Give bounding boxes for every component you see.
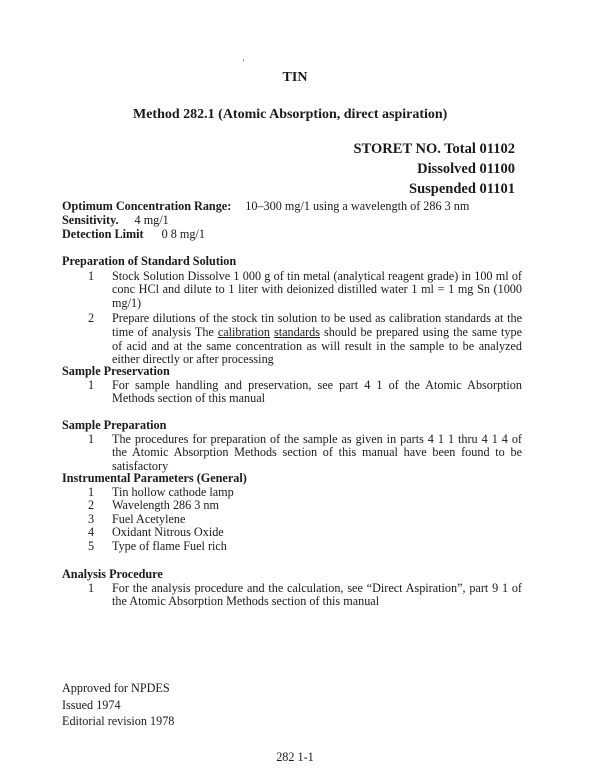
approved-note: Approved for NPDES — [62, 681, 170, 695]
section-heading: Preparation of Standard Solution — [62, 254, 237, 268]
detection-label: Detection Limit — [62, 226, 144, 241]
detection-value: 0 8 mg/1 — [161, 226, 205, 241]
section-instrumental — [62, 472, 522, 554]
item-text: For the analysis procedure and the calculation, see “Direct Aspiration”, part 9 1 of the Atomic Absorption Methods section of this manual — [112, 580, 522, 609]
item-text: Prepare dilutions of the stock tin solution to be used as calibration standards at the time of analysis The calibration standards should be prepared using the same type of acid and at the same concentration as will result in the sample to be analyzed either directly or after processing — [112, 311, 522, 367]
footer-notes — [62, 680, 174, 730]
sensitivity-value: 4 mg/1 — [134, 212, 169, 227]
stray-mark: ' — [243, 58, 245, 67]
range-label: Optimum Concentration Range: — [62, 199, 232, 213]
item-number: 3 — [88, 511, 95, 526]
section-preservation — [62, 365, 522, 406]
item-text: For sample handling and preservation, see part 4 1 of the Atomic Absorption Methods section of this manual — [112, 377, 522, 406]
sensitivity-label: Sensitivity. — [62, 212, 119, 227]
page-number: 282 1-1 — [276, 750, 314, 764]
item-text: Oxidant Nitrous Oxide — [112, 525, 224, 540]
item-number: 4 — [88, 525, 95, 540]
specs — [62, 200, 522, 241]
item-text: Tin hollow cathode lamp — [112, 484, 234, 499]
item-number: 2 — [88, 311, 95, 326]
item-number: 1 — [88, 580, 95, 595]
item-text: The procedures for preparation of the sample as given in parts 4 1 1 thru 4 1 4 of the Atomic Absorption Methods section of this manual have been found to be satisfactory — [112, 431, 522, 473]
storet-dissolved: Dissolved 01100 — [417, 161, 515, 177]
item-number: 5 — [88, 538, 95, 553]
item-number: 1 — [88, 377, 95, 392]
item-number: 1 — [88, 484, 95, 499]
section-heading: Analysis Procedure — [62, 567, 163, 581]
item-text: Fuel Acetylene — [112, 511, 186, 526]
section-analysis — [62, 568, 522, 609]
item-number: 2 — [88, 498, 95, 513]
item-text: Stock Solution Dissolve 1 000 g of tin metal (analytical reagent grade) in 100 ml of conc HCl and dilute to 1 liter with deionized distilled water 1 ml = 1 mg Sn (1000 mg/1) — [112, 268, 522, 310]
section-heading: Sample Preservation — [62, 364, 170, 378]
range-value: 10–300 mg/1 using a wavelength of 286 3 nm — [245, 199, 470, 213]
storet-total: STORET NO. Total 01102 — [353, 141, 515, 157]
item-text: Wavelength 286 3 nm — [112, 498, 219, 513]
page-title: TIN — [282, 70, 308, 85]
section-heading: Instrumental Parameters (General) — [62, 471, 247, 485]
item-number: 1 — [88, 431, 95, 446]
storet-block — [354, 139, 515, 199]
item-number: 1 — [88, 268, 95, 283]
section-heading: Sample Preparation — [62, 418, 167, 432]
section-standard — [62, 255, 522, 367]
storet-suspended: Suspended 01101 — [409, 181, 515, 197]
section-preparation — [62, 419, 522, 473]
revision-note: Editorial revision 1978 — [62, 714, 175, 728]
item-text: Type of flame Fuel rich — [112, 538, 227, 553]
method-title: Method 282.1 (Atomic Absorption, direct aspiration) — [133, 107, 448, 122]
issued-note: Issued 1974 — [62, 697, 121, 712]
